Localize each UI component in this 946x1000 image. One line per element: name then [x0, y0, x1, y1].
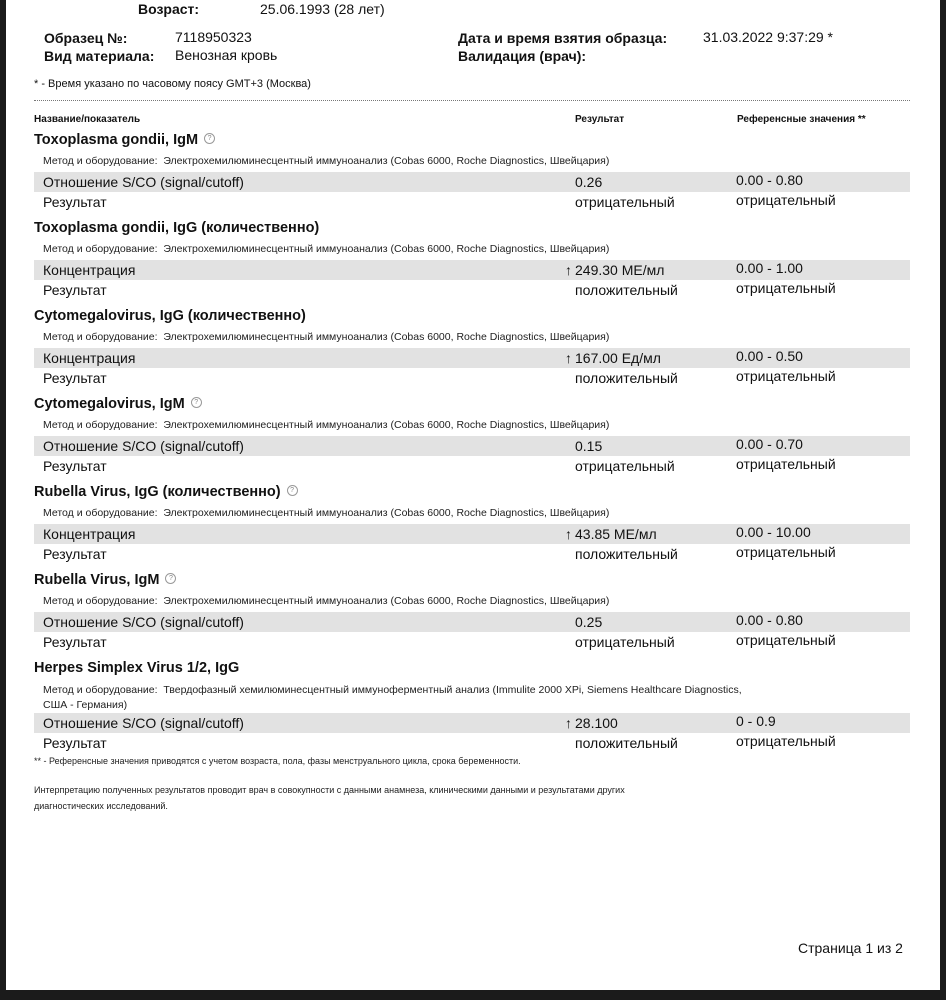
method-line — [43, 595, 609, 607]
method-line-2: США - Германия) — [43, 699, 128, 711]
section-title — [34, 220, 319, 236]
col-reference-header: Референсные значения ** — [737, 114, 866, 125]
section-title — [34, 660, 239, 676]
section-title-text: Rubella Virus, IgG (количественно) — [34, 484, 281, 500]
row-name: Результат — [43, 370, 107, 386]
method-line — [43, 331, 609, 343]
datetime-label: Дата и время взятия образца: — [458, 30, 668, 46]
row-reference: 0.00 - 0.80 — [736, 612, 803, 628]
section-title-text: Herpes Simplex Virus 1/2, IgG — [34, 660, 240, 676]
row-result: отрицательный — [575, 458, 675, 474]
table-row — [34, 456, 910, 476]
method-line — [43, 419, 609, 431]
method-label: Метод и оборудование: — [43, 419, 158, 431]
method-text: Электрохемилюминесцентный иммуноанализ (Cobas 6000, Roche Diagnostics, Швейцария) — [163, 507, 610, 519]
section-title-text: Toxoplasma gondii, IgG (количественно) — [34, 220, 320, 236]
table-row — [34, 348, 910, 368]
method-label: Метод и оборудование: — [43, 595, 158, 607]
col-name-header: Название/показатель — [34, 114, 141, 125]
table-row — [34, 368, 910, 388]
row-name: Отношение S/CO (signal/cutoff) — [43, 174, 244, 190]
row-reference: 0.00 - 10.00 — [736, 524, 811, 540]
row-reference: отрицательный — [736, 280, 836, 296]
section-title — [34, 572, 176, 588]
datetime-value: 31.03.2022 9:37:29 * — [703, 29, 834, 45]
row-result: 167.00 Ед/мл — [575, 350, 661, 366]
row-result: 249.30 МЕ/мл — [575, 262, 665, 278]
section-title — [34, 484, 298, 500]
row-name: Результат — [43, 458, 107, 474]
row-reference: 0.00 - 0.80 — [736, 172, 803, 188]
method-line — [43, 507, 609, 519]
method-line — [43, 684, 742, 696]
method-label: Метод и оборудование: — [43, 507, 158, 519]
arrow-up-icon: ↑ — [565, 715, 572, 731]
section-title — [34, 308, 306, 324]
row-result: отрицательный — [575, 634, 675, 650]
row-reference: 0.00 - 0.70 — [736, 436, 803, 452]
method-line — [43, 155, 609, 167]
row-result: отрицательный — [575, 194, 675, 210]
sample-label: Образец №: — [44, 30, 128, 46]
validation-label: Валидация (врач): — [458, 48, 587, 64]
row-name: Концентрация — [43, 262, 136, 278]
method-label: Метод и оборудование: — [43, 684, 158, 696]
question-circle-icon[interactable]: ? — [191, 397, 202, 408]
age-label: Возраст: — [138, 1, 200, 17]
interpretation-line-2: диагностических исследований. — [34, 801, 168, 811]
table-row — [34, 713, 910, 733]
method-text: Электрохемилюминесцентный иммуноанализ (Cobas 6000, Roche Diagnostics, Швейцария) — [163, 155, 610, 167]
method-label: Метод и оборудование: — [43, 155, 158, 167]
arrow-up-icon: ↑ — [565, 262, 572, 278]
sample-value: 7118950323 — [175, 29, 252, 45]
row-result: 0.25 — [575, 614, 603, 630]
row-result: 0.26 — [575, 174, 603, 190]
row-reference: отрицательный — [736, 192, 836, 208]
material-label: Вид материала: — [44, 48, 155, 64]
section-title-text: Cytomegalovirus, IgM — [34, 396, 185, 412]
table-row — [34, 733, 910, 753]
method-text: Электрохемилюминесцентный иммуноанализ (Cobas 6000, Roche Diagnostics, Швейцария) — [163, 595, 610, 607]
section-title-text: Cytomegalovirus, IgG (количественно) — [34, 308, 306, 324]
section-title — [34, 132, 215, 148]
page-number: Страница 1 из 2 — [798, 940, 903, 956]
row-result: положительный — [575, 735, 678, 751]
method-text: Электрохемилюминесцентный иммуноанализ (Cobas 6000, Roche Diagnostics, Швейцария) — [163, 419, 610, 431]
table-row — [34, 260, 910, 280]
table-row — [34, 544, 910, 564]
method-text: Твердофазный хемилюминесцентный иммуноферментный анализ (Immulite 2000 XPi, Siemens Healthcare Diagnostics, — [163, 684, 742, 696]
row-name: Отношение S/CO (signal/cutoff) — [43, 438, 244, 454]
row-result: положительный — [575, 282, 678, 298]
row-name: Результат — [43, 735, 107, 751]
report-page — [6, 0, 940, 990]
row-result: 43.85 МЕ/мл — [575, 526, 657, 542]
row-reference: отрицательный — [736, 632, 836, 648]
row-name: Концентрация — [43, 350, 136, 366]
row-reference: отрицательный — [736, 544, 836, 560]
table-row — [34, 612, 910, 632]
arrow-up-icon: ↑ — [565, 350, 572, 366]
method-text: Электрохемилюминесцентный иммуноанализ (Cobas 6000, Roche Diagnostics, Швейцария) — [163, 331, 610, 343]
question-circle-icon[interactable]: ? — [165, 573, 176, 584]
section-title-text: Toxoplasma gondii, IgM — [34, 132, 199, 148]
row-reference: 0 - 0.9 — [736, 713, 776, 729]
table-row — [34, 172, 910, 192]
row-reference: отрицательный — [736, 733, 836, 749]
row-name: Отношение S/CO (signal/cutoff) — [43, 614, 244, 630]
arrow-up-icon: ↑ — [565, 526, 572, 542]
row-name: Результат — [43, 194, 107, 210]
row-reference: 0.00 - 1.00 — [736, 260, 803, 276]
row-result: 28.100 — [575, 715, 618, 731]
row-name: Отношение S/CO (signal/cutoff) — [43, 715, 244, 731]
row-result: положительный — [575, 370, 678, 386]
row-result: 0.15 — [575, 438, 603, 454]
row-name: Результат — [43, 634, 107, 650]
reference-footnote: ** - Референсные значения приводятся с учетом возраста, пола, фазы менструального цикла, срока беременности. — [34, 756, 521, 766]
row-name: Результат — [43, 282, 107, 298]
method-text: Электрохемилюминесцентный иммуноанализ (Cobas 6000, Roche Diagnostics, Швейцария) — [163, 243, 610, 255]
table-row — [34, 632, 910, 652]
table-row — [34, 280, 910, 300]
row-result: положительный — [575, 546, 678, 562]
age-value: 25.06.1993 (28 лет) — [260, 1, 385, 17]
question-circle-icon[interactable]: ? — [204, 133, 215, 144]
method-line — [43, 243, 609, 255]
col-result-header: Результат — [575, 114, 625, 125]
row-name: Концентрация — [43, 526, 136, 542]
interpretation-line-1: Интерпретацию полученных результатов проводит врач в совокупности с данными анамнеза, клиническими данными и результатами других — [34, 785, 625, 795]
question-circle-icon[interactable]: ? — [287, 485, 298, 496]
section-title-text: Rubella Virus, IgM — [34, 572, 160, 588]
section-title — [34, 396, 202, 412]
row-name: Результат — [43, 546, 107, 562]
row-reference: отрицательный — [736, 368, 836, 384]
table-row — [34, 524, 910, 544]
separator — [34, 100, 910, 101]
material-value: Венозная кровь — [175, 47, 278, 63]
row-reference: отрицательный — [736, 456, 836, 472]
method-label: Метод и оборудование: — [43, 243, 158, 255]
method-label: Метод и оборудование: — [43, 331, 158, 343]
table-row — [34, 192, 910, 212]
timezone-note: * - Время указано по часовому поясу GMT+3 (Москва) — [34, 78, 311, 90]
row-reference: 0.00 - 0.50 — [736, 348, 803, 364]
table-row — [34, 436, 910, 456]
